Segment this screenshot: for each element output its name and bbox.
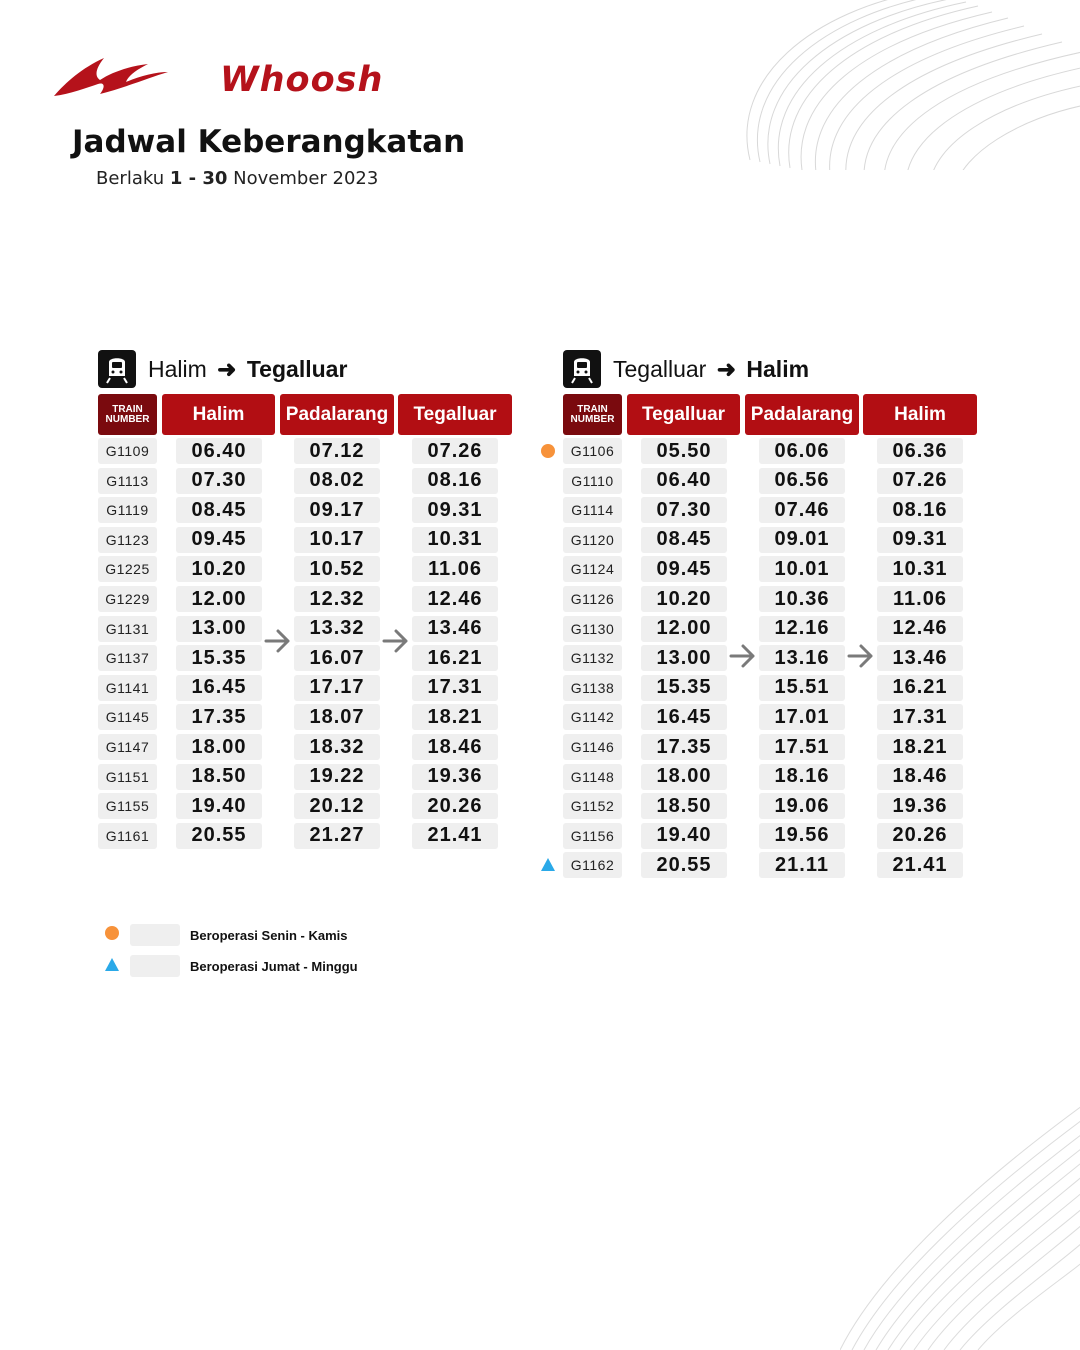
page-title: Jadwal Keberangkatan (72, 124, 466, 160)
arrival-time-cell: 17.31 (877, 704, 963, 730)
table-row (563, 556, 983, 583)
train-number-cell: G1113 (98, 468, 157, 494)
stop-time-cell: 17.17 (294, 675, 380, 701)
train-number-cell: G1131 (98, 616, 157, 642)
arrival-time-cell: 08.16 (412, 468, 498, 494)
header-station-3: Halim (863, 394, 977, 435)
train-number-cell: G1146 (563, 734, 622, 760)
arrival-time-cell: 10.31 (877, 556, 963, 582)
arrival-time-cell: 21.41 (877, 852, 963, 878)
orange-circle-icon (104, 925, 120, 941)
stop-time-cell: 21.27 (294, 823, 380, 849)
arrival-time-cell: 11.06 (412, 556, 498, 582)
table-row (563, 645, 983, 672)
stop-time-cell: 06.56 (759, 468, 845, 494)
header-station-3: Tegalluar (398, 394, 512, 435)
train-number-cell: G1229 (98, 586, 157, 612)
train-number-cell: G1147 (98, 734, 157, 760)
stop-time-cell: 08.02 (294, 468, 380, 494)
train-number-cell: G1124 (563, 556, 622, 582)
departure-time-cell: 17.35 (641, 734, 727, 760)
train-number-cell: G1162 (563, 852, 622, 878)
whoosh-wing-icon (52, 56, 170, 98)
table-row (563, 468, 983, 495)
departure-time-cell: 06.40 (641, 468, 727, 494)
route-label: Tegalluar ➜ Halim (613, 355, 810, 382)
table-row (563, 675, 983, 702)
stop-time-cell: 06.06 (759, 438, 845, 464)
header-station-1: Tegalluar (627, 394, 740, 435)
arrival-time-cell: 18.46 (412, 734, 498, 760)
table-row (98, 764, 518, 791)
departure-time-cell: 13.00 (176, 616, 262, 642)
table-row (98, 586, 518, 613)
train-number-cell: G1138 (563, 675, 622, 701)
train-number-cell: G1141 (98, 675, 157, 701)
departure-time-cell: 15.35 (176, 645, 262, 671)
departure-time-cell: 18.50 (176, 764, 262, 790)
table-row (98, 497, 518, 524)
table-row (563, 586, 983, 613)
departure-time-cell: 08.45 (176, 497, 262, 523)
train-number-cell: G1152 (563, 793, 622, 819)
route-heading (563, 350, 809, 388)
table-row (563, 527, 983, 554)
train-number-cell: G1225 (98, 556, 157, 582)
right-arrow-icon (847, 643, 875, 669)
arrival-time-cell: 13.46 (412, 616, 498, 642)
table-row (98, 556, 518, 583)
legend-label: Beroperasi Jumat - Minggu (190, 959, 358, 974)
stop-time-cell: 12.16 (759, 616, 845, 642)
arrival-time-cell: 07.26 (412, 438, 498, 464)
table-row (98, 704, 518, 731)
departure-time-cell: 07.30 (176, 468, 262, 494)
arrival-time-cell: 08.16 (877, 497, 963, 523)
departure-time-cell: 12.00 (176, 586, 262, 612)
arrival-time-cell: 12.46 (877, 616, 963, 642)
stop-time-cell: 07.46 (759, 497, 845, 523)
stop-time-cell: 18.16 (759, 764, 845, 790)
arrival-time-cell: 20.26 (412, 793, 498, 819)
departure-time-cell: 09.45 (641, 556, 727, 582)
table-row (563, 734, 983, 761)
departure-time-cell: 13.00 (641, 645, 727, 671)
stop-time-cell: 07.12 (294, 438, 380, 464)
train-number-cell: G1126 (563, 586, 622, 612)
train-number-cell: G1156 (563, 823, 622, 849)
departure-time-cell: 09.45 (176, 527, 262, 553)
train-number-cell: G1161 (98, 823, 157, 849)
train-number-cell: G1155 (98, 793, 157, 819)
train-icon (563, 350, 601, 388)
stop-time-cell: 16.07 (294, 645, 380, 671)
stop-time-cell: 20.12 (294, 793, 380, 819)
legend-swatch (130, 955, 180, 977)
decorative-contour-bottom (840, 1100, 1080, 1350)
departure-time-cell: 18.00 (176, 734, 262, 760)
departure-time-cell: 07.30 (641, 497, 727, 523)
stop-time-cell: 09.01 (759, 527, 845, 553)
departure-time-cell: 06.40 (176, 438, 262, 464)
arrival-time-cell: 11.06 (877, 586, 963, 612)
departure-time-cell: 18.50 (641, 793, 727, 819)
departure-time-cell: 08.45 (641, 527, 727, 553)
departure-time-cell: 20.55 (176, 823, 262, 849)
arrival-time-cell: 19.36 (877, 793, 963, 819)
table-row (563, 793, 983, 820)
departure-time-cell: 19.40 (641, 823, 727, 849)
table-row (98, 734, 518, 761)
train-number-cell: G1119 (98, 497, 157, 523)
train-number-cell: G1109 (98, 438, 157, 464)
stop-time-cell: 19.56 (759, 823, 845, 849)
arrival-time-cell: 13.46 (877, 645, 963, 671)
stop-time-cell: 13.32 (294, 616, 380, 642)
arrival-time-cell: 17.31 (412, 675, 498, 701)
arrival-time-cell: 10.31 (412, 527, 498, 553)
table-row (98, 527, 518, 554)
stop-time-cell: 12.32 (294, 586, 380, 612)
schedule-halim-tegalluar (98, 350, 518, 870)
table-row (563, 616, 983, 643)
arrival-time-cell: 21.41 (412, 823, 498, 849)
stop-time-cell: 17.51 (759, 734, 845, 760)
departure-time-cell: 05.50 (641, 438, 727, 464)
header-train-number: TRAIN NUMBER (98, 394, 157, 435)
stop-time-cell: 10.01 (759, 556, 845, 582)
table-row (563, 764, 983, 791)
arrival-time-cell: 18.46 (877, 764, 963, 790)
validity-period: Berlaku 1 - 30 November 2023 (96, 168, 379, 189)
departure-time-cell: 19.40 (176, 793, 262, 819)
header-station-1: Halim (162, 394, 275, 435)
departure-time-cell: 16.45 (641, 704, 727, 730)
arrival-time-cell: 18.21 (412, 704, 498, 730)
route-label: Halim ➜ Tegalluar (148, 355, 348, 382)
train-number-cell: G1114 (563, 497, 622, 523)
train-number-cell: G1123 (98, 527, 157, 553)
departure-time-cell: 17.35 (176, 704, 262, 730)
arrival-time-cell: 16.21 (877, 675, 963, 701)
header-train-number: TRAIN NUMBER (563, 394, 622, 435)
arrival-time-cell: 07.26 (877, 468, 963, 494)
blue-triangle-icon (540, 857, 556, 873)
departure-time-cell: 18.00 (641, 764, 727, 790)
arrival-time-cell: 06.36 (877, 438, 963, 464)
brand-name: Whoosh (220, 60, 384, 100)
table-row (98, 438, 518, 465)
train-number-cell: G1148 (563, 764, 622, 790)
train-number-cell: G1120 (563, 527, 622, 553)
stop-time-cell: 19.22 (294, 764, 380, 790)
right-arrow-icon (264, 628, 292, 654)
right-arrow-icon (729, 643, 757, 669)
stop-time-cell: 15.51 (759, 675, 845, 701)
table-row (563, 852, 983, 879)
departure-time-cell: 16.45 (176, 675, 262, 701)
decorative-contour-top (730, 0, 1080, 170)
table-row (98, 616, 518, 643)
stop-time-cell: 09.17 (294, 497, 380, 523)
right-arrow-icon (382, 628, 410, 654)
table-row (98, 823, 518, 850)
arrival-time-cell: 09.31 (412, 497, 498, 523)
stop-time-cell: 19.06 (759, 793, 845, 819)
stop-time-cell: 21.11 (759, 852, 845, 878)
stop-time-cell: 18.32 (294, 734, 380, 760)
blue-triangle-icon (104, 957, 120, 972)
departure-time-cell: 12.00 (641, 616, 727, 642)
arrival-time-cell: 18.21 (877, 734, 963, 760)
arrival-time-cell: 20.26 (877, 823, 963, 849)
stop-time-cell: 17.01 (759, 704, 845, 730)
brand-logo (52, 52, 384, 102)
train-number-cell: G1137 (98, 645, 157, 671)
arrival-time-cell: 12.46 (412, 586, 498, 612)
stop-time-cell: 13.16 (759, 645, 845, 671)
orange-circle-icon (540, 443, 556, 459)
departure-time-cell: 10.20 (176, 556, 262, 582)
train-number-cell: G1106 (563, 438, 622, 464)
table-row (563, 823, 983, 850)
header-station-2: Padalarang (745, 394, 859, 435)
train-number-cell: G1130 (563, 616, 622, 642)
arrival-time-cell: 09.31 (877, 527, 963, 553)
train-icon (98, 350, 136, 388)
stop-time-cell: 10.17 (294, 527, 380, 553)
route-heading (98, 350, 347, 388)
train-number-cell: G1145 (98, 704, 157, 730)
schedule-tegalluar-halim (563, 350, 983, 890)
table-row (98, 468, 518, 495)
departure-time-cell: 15.35 (641, 675, 727, 701)
table-row (98, 675, 518, 702)
table-row (563, 704, 983, 731)
legend-swatch (130, 924, 180, 946)
train-number-cell: G1151 (98, 764, 157, 790)
train-number-cell: G1110 (563, 468, 622, 494)
arrival-time-cell: 16.21 (412, 645, 498, 671)
train-number-cell: G1132 (563, 645, 622, 671)
table-row (98, 793, 518, 820)
departure-time-cell: 20.55 (641, 852, 727, 878)
table-row (563, 438, 983, 465)
table-row (98, 645, 518, 672)
arrival-time-cell: 19.36 (412, 764, 498, 790)
header-station-2: Padalarang (280, 394, 394, 435)
stop-time-cell: 18.07 (294, 704, 380, 730)
stop-time-cell: 10.52 (294, 556, 380, 582)
table-row (563, 497, 983, 524)
stop-time-cell: 10.36 (759, 586, 845, 612)
legend-label: Beroperasi Senin - Kamis (190, 928, 348, 943)
departure-time-cell: 10.20 (641, 586, 727, 612)
train-number-cell: G1142 (563, 704, 622, 730)
